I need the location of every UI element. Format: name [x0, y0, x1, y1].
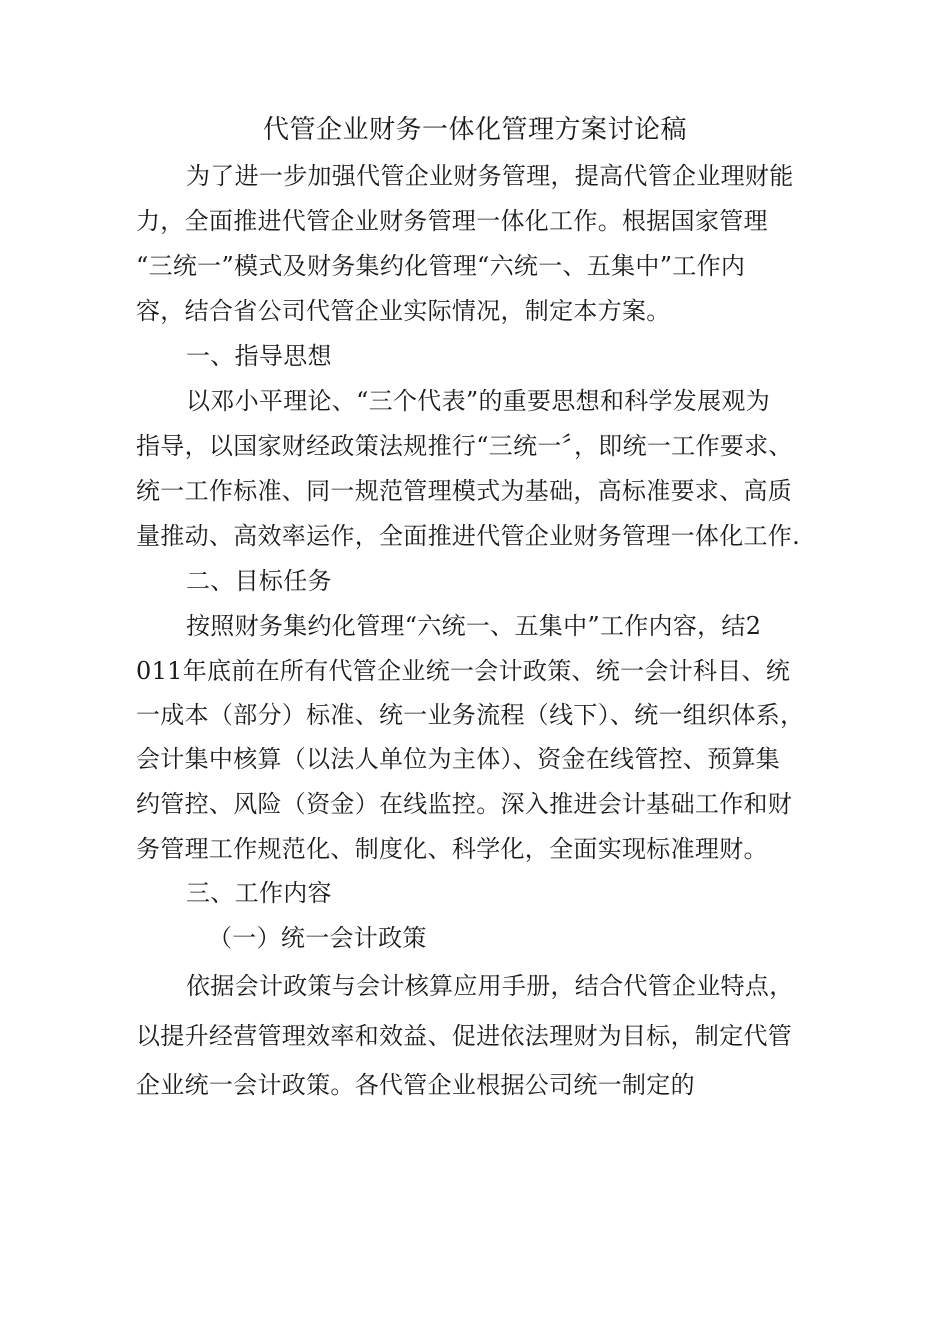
paragraph-line: 按照财务集约化管理“六统一、五集中”工作内容，结2 [186, 612, 762, 640]
paragraph-line: 量推动、高效率运作，全面推进代管企业财务管理一体化工作. [136, 522, 801, 550]
section-heading: 三、工作内容 [186, 879, 332, 907]
paragraph-line: 统一工作标准、同一规范管理模式为基础，高标准要求、高质 [136, 477, 793, 505]
paragraph-line: 力，全面推进代管企业财务管理一体化工作。根据国家管理 [136, 207, 768, 235]
section-heading: 一、指导思想 [186, 342, 332, 370]
paragraph-line: 会计集中核算（以法人单位为主体）、资金在线管控、预算集 [136, 745, 781, 773]
paragraph-line: 容，结合省公司代管企业实际情况，制定本方案。 [136, 297, 671, 325]
paragraph-line: 一成本（部分）标准、统一业务流程（线下）、统一组织体系， [136, 701, 805, 729]
paragraph-line: 为了进一步加强代管企业财务管理，提高代管企业理财能 [186, 162, 794, 190]
document-title: 代管企业财务一体化管理方案讨论稿 [262, 115, 687, 145]
paragraph-line: 企业统一会计政策。各代管企业根据公司统一制定的 [136, 1071, 695, 1099]
paragraph-line: 011年底前在所有代管企业统一会计政策、统一会计科目、统 [136, 657, 791, 685]
paragraph-line: 务管理工作规范化、制度化、科学化，全面实现标准理财。 [136, 835, 768, 863]
paragraph-line: 以提升经营管理效率和效益、促进依法理财为目标，制定代管 [136, 1022, 793, 1050]
section-heading: 二、目标任务 [186, 567, 332, 595]
paragraph-line: 指导，以国家财经政策法规推行“三统一〞，即统一工作要求、 [136, 432, 793, 460]
paragraph-line: “三统一”模式及财务集约化管理“六统一、五集中”工作内 [136, 252, 746, 280]
paragraph-line: 以邓小平理论、“三个代表”的重要思想和科学发展观为 [186, 387, 771, 415]
paragraph-line: 依据会计政策与会计核算应用手册，结合代管企业特点， [186, 972, 794, 1000]
subsection-heading: （一）统一会计政策 [208, 924, 427, 952]
paragraph-line: 约管控、风险（资金）在线监控。深入推进会计基础工作和财 [136, 790, 793, 818]
